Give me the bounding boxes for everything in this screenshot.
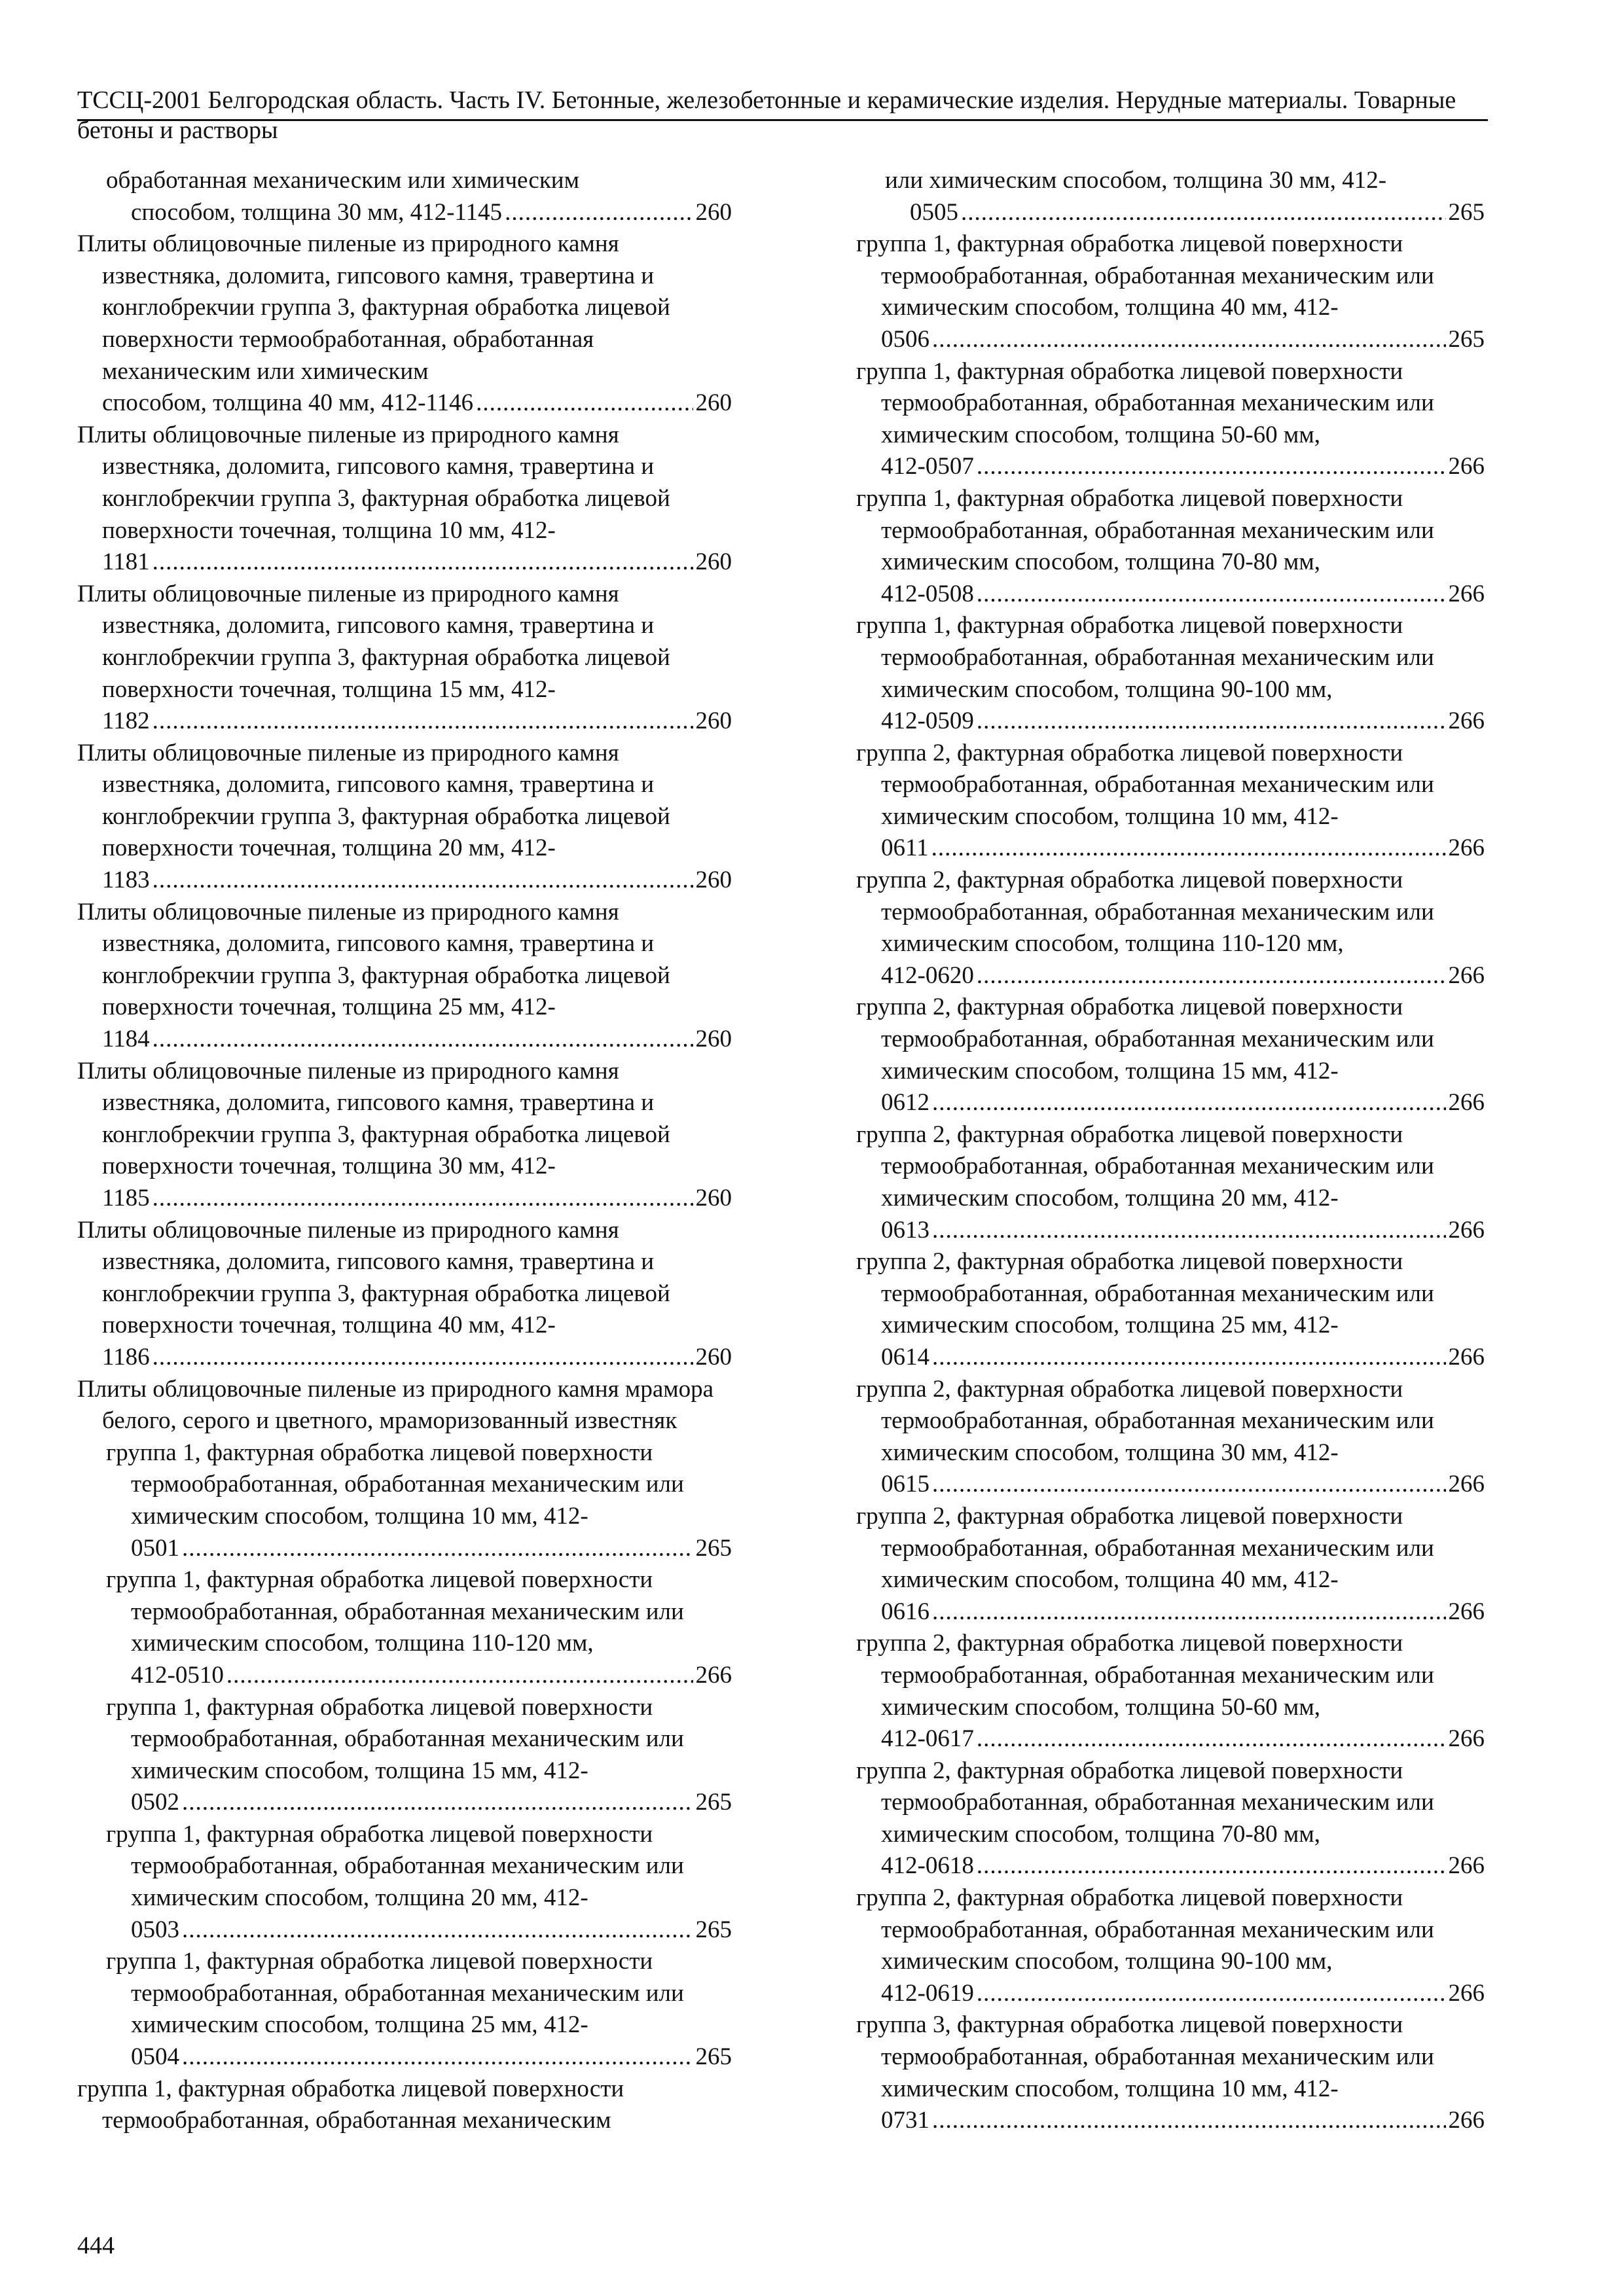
index-entry-text: Плиты облицовочные пиленые из природного камня известняка, доломита, гипсового камня, травертина и конглобрекчии группа 3, фактурная обработка лицевой поверхности точечная, толщина 40 мм, 412- bbox=[77, 1216, 670, 1339]
index-entry-tail-row bbox=[102, 1024, 732, 1056]
index-entry-tail-row bbox=[881, 833, 1485, 865]
index-entry-code: способом, толщина 30 мм, 412-1145 bbox=[131, 198, 503, 226]
index-entry-tail-row bbox=[131, 197, 732, 229]
index-entry bbox=[77, 897, 732, 1056]
index-entry-tail-row bbox=[102, 387, 732, 420]
index-entry-text: Плиты облицовочные пиленые из природного камня известняка, доломита, гипсового камня, травертина и конглобрекчии группа 3, фактурная обработка лицевой поверхности точечная, толщина 25 мм, 412- bbox=[77, 898, 670, 1021]
index-entry-text: Плиты облицовочные пиленые из природного камня известняка, доломита, гипсового камня, травертина и конглобрекчии группа 3, фактурная обработка лицевой поверхности точечная, толщина 10 мм, 412- bbox=[77, 421, 670, 544]
index-entry bbox=[77, 1215, 732, 1374]
index-entry bbox=[77, 1564, 732, 1691]
index-entry-page: 265 bbox=[695, 1916, 732, 1943]
index-entry-code: 0503 bbox=[131, 1916, 179, 1943]
index-entry-code: 412-0618 bbox=[881, 1852, 974, 1880]
index-entry-code: 1181 bbox=[102, 548, 150, 576]
index-entry-code: 412-0620 bbox=[881, 961, 974, 989]
index-entry-page: 265 bbox=[695, 2043, 732, 2071]
index-entry-code: 0612 bbox=[881, 1089, 929, 1117]
index-entry-code: 412-0617 bbox=[881, 1725, 974, 1753]
index-entry-page: 260 bbox=[695, 1026, 732, 1053]
index-entry-code: 412-0507 bbox=[881, 453, 974, 480]
page-header-title: ТССЦ-2001 Белгородская область. Часть IV. Бетонные, железобетонные и керамические изделия. Нерудные материалы. Товарные бетоны и растворы bbox=[77, 86, 1456, 144]
dot-leader bbox=[932, 1215, 1446, 1247]
dot-leader bbox=[182, 1787, 693, 1819]
dot-leader bbox=[932, 324, 1446, 356]
index-entry bbox=[856, 738, 1485, 865]
index-entry-text: группа 2, фактурная обработка лицевой поверхности термообработанная, обработанная механическим или химическим способом, толщина 20 мм, 412- bbox=[856, 1121, 1434, 1211]
index-entry-tail-row bbox=[131, 1787, 732, 1819]
index-entry-tail-row bbox=[131, 1533, 732, 1565]
index-entry-tail-row bbox=[881, 1596, 1485, 1628]
index-entry-page: 266 bbox=[1448, 453, 1485, 480]
index-entry-code: 412-0509 bbox=[881, 708, 974, 735]
index-entry-page: 260 bbox=[695, 389, 732, 417]
index-entry-page: 260 bbox=[695, 548, 732, 576]
dot-leader bbox=[977, 451, 1446, 483]
index-entry-page: 260 bbox=[695, 1343, 732, 1371]
index-entry-tail-row bbox=[881, 579, 1485, 611]
index-entry bbox=[856, 483, 1485, 610]
index-entry-text: Плиты облицовочные пиленые из природного камня мрамора белого, серого и цветного, мраморизованный известняк bbox=[77, 1375, 714, 1435]
index-entry bbox=[77, 1374, 732, 1437]
index-entry-text: группа 1, фактурная обработка лицевой поверхности термообработанная, обработанная механическим или химическим способом, толщина 70-80 мм, bbox=[856, 484, 1434, 576]
index-entry-code: 412-0508 bbox=[881, 580, 974, 607]
index-entry-text: обработанная механическим или химическим bbox=[106, 167, 580, 194]
index-entry-text: группа 1, фактурная обработка лицевой поверхности термообработанная, обработанная механическим или химическим способом, толщина 40 мм, 412- bbox=[856, 230, 1434, 321]
index-entry bbox=[77, 165, 732, 228]
index-entry bbox=[77, 579, 732, 738]
index-entry-code: 0613 bbox=[881, 1216, 929, 1244]
dot-leader bbox=[476, 387, 693, 420]
index-entry-page: 266 bbox=[1448, 708, 1485, 735]
index-entry-code: 0505 bbox=[910, 198, 958, 226]
index-entry-text: группа 1, фактурная обработка лицевой поверхности термообработанная, обработанная механическим или химическим способом, толщина 25 мм, 412- bbox=[106, 1948, 684, 2039]
index-entry-tail-row bbox=[881, 960, 1485, 992]
index-entry-text: группа 3, фактурная обработка лицевой поверхности термообработанная, обработанная механическим или химическим способом, толщина 10 мм, 412- bbox=[856, 2011, 1434, 2102]
dot-leader bbox=[961, 197, 1446, 229]
index-entry-text: группа 1, фактурная обработка лицевой поверхности термообработанная, обработанная механическим или химическим способом, толщина 50-60 мм, bbox=[856, 357, 1434, 448]
dot-leader bbox=[153, 1342, 693, 1374]
index-entry-code: способом, толщина 40 мм, 412-1146 bbox=[102, 389, 474, 417]
index-entry-text: группа 2, фактурная обработка лицевой поверхности термообработанная, обработанная механическим или химическим способом, толщина 15 мм, 412- bbox=[856, 994, 1434, 1085]
index-entry-page: 266 bbox=[1448, 1343, 1485, 1371]
index-entry bbox=[856, 610, 1485, 737]
index-entry-page: 265 bbox=[695, 1789, 732, 1816]
dot-leader bbox=[226, 1660, 693, 1692]
index-entry-page: 266 bbox=[1448, 1725, 1485, 1753]
index-entry-page: 266 bbox=[1448, 1089, 1485, 1117]
index-entry-tail-row bbox=[910, 197, 1485, 229]
index-entry-tail-row bbox=[102, 1183, 732, 1215]
index-entry bbox=[856, 1628, 1485, 1755]
index-entry-text: группа 1, фактурная обработка лицевой поверхности термообработанная, обработанная механическим или химическим способом, толщина 110-120 мм, bbox=[106, 1566, 684, 1657]
dot-leader bbox=[153, 865, 693, 897]
index-entry-page: 265 bbox=[695, 1534, 732, 1562]
index-entry-text: группа 2, фактурная обработка лицевой поверхности термообработанная, обработанная механическим или химическим способом, толщина 25 мм, 412- bbox=[856, 1248, 1434, 1339]
dot-leader bbox=[932, 2105, 1446, 2137]
dot-leader bbox=[977, 1850, 1446, 1882]
dot-leader bbox=[977, 579, 1446, 611]
index-entry-page: 265 bbox=[1448, 325, 1485, 353]
index-entry-tail-row bbox=[881, 1850, 1485, 1882]
dot-leader bbox=[505, 197, 693, 229]
index-entry-code: 1184 bbox=[102, 1026, 150, 1053]
index-entry-code: 1182 bbox=[102, 708, 150, 735]
dot-leader bbox=[153, 706, 693, 738]
index-entry-page: 266 bbox=[1448, 961, 1485, 989]
index-entry-code: 0504 bbox=[131, 2043, 179, 2071]
index-entry-page: 266 bbox=[1448, 1852, 1485, 1880]
index-entry bbox=[77, 1692, 732, 1819]
index-entry bbox=[77, 228, 732, 420]
dot-leader bbox=[977, 960, 1446, 992]
index-entry-tail-row bbox=[881, 1087, 1485, 1119]
dot-leader bbox=[932, 1469, 1446, 1501]
dot-leader bbox=[977, 1723, 1446, 1755]
index-entry-tail-row bbox=[131, 1660, 732, 1692]
dot-leader bbox=[932, 1087, 1446, 1119]
header-divider bbox=[77, 119, 1488, 121]
index-entry-tail-row bbox=[881, 1469, 1485, 1501]
index-entry-page: 266 bbox=[1448, 1471, 1485, 1498]
index-entry-tail-row bbox=[881, 451, 1485, 483]
index-entry bbox=[77, 2073, 732, 2137]
index-entry-text: группа 1, фактурная обработка лицевой поверхности термообработанная, обработанная механическим или химическим способом, толщина 15 мм, 412- bbox=[106, 1693, 684, 1784]
index-entry-text: Плиты облицовочные пиленые из природного камня известняка, доломита, гипсового камня, травертина и конглобрекчии группа 3, фактурная обработка лицевой поверхности точечная, толщина 20 мм, 412- bbox=[77, 739, 670, 862]
index-entry-page: 260 bbox=[695, 708, 732, 735]
index-entry bbox=[77, 1056, 732, 1215]
index-entry-code: 0616 bbox=[881, 1598, 929, 1625]
index-entry-tail-row bbox=[881, 1342, 1485, 1374]
index-entry-page: 265 bbox=[1448, 198, 1485, 226]
index-entry-text: группа 2, фактурная обработка лицевой поверхности термообработанная, обработанная механическим или химическим способом, толщина 90-100 мм, bbox=[856, 1884, 1434, 1975]
index-entry-code: 0502 bbox=[131, 1789, 179, 1816]
index-entry bbox=[77, 420, 732, 579]
index-entry-tail-row bbox=[881, 1978, 1485, 2010]
index-entry bbox=[856, 228, 1485, 355]
index-entry bbox=[77, 1946, 732, 2073]
index-entry-text: группа 1, фактурная обработка лицевой поверхности термообработанная, обработанная механическим или химическим способом, толщина 10 мм, 412- bbox=[106, 1439, 684, 1530]
index-entry-tail-row bbox=[881, 1723, 1485, 1755]
index-entry-tail-row bbox=[131, 2041, 732, 2073]
index-entry bbox=[77, 1437, 732, 1564]
dot-leader bbox=[182, 2041, 693, 2073]
index-entry-text: группа 2, фактурная обработка лицевой поверхности термообработанная, обработанная механическим или химическим способом, толщина 30 мм, 412- bbox=[856, 1375, 1434, 1466]
index-entry bbox=[856, 1246, 1485, 1373]
index-entry-code: 412-0510 bbox=[131, 1661, 224, 1689]
index-entry-page: 266 bbox=[1448, 1216, 1485, 1244]
index-column-left bbox=[77, 165, 732, 2137]
index-entry-page: 260 bbox=[695, 867, 732, 894]
dot-leader bbox=[932, 1596, 1446, 1628]
index-entry-code: 0611 bbox=[881, 834, 929, 862]
index-entry-code: 0615 bbox=[881, 1471, 929, 1498]
index-entry-code: 1186 bbox=[102, 1343, 150, 1371]
index-entry bbox=[856, 356, 1485, 483]
index-entry-tail-row bbox=[881, 706, 1485, 738]
index-entry-code: 1183 bbox=[102, 867, 150, 894]
index-entry-text: Плиты облицовочные пиленые из природного камня известняка, доломита, гипсового камня, травертина и конглобрекчии группа 3, фактурная обработка лицевой поверхности точечная, толщина 15 мм, 412- bbox=[77, 580, 670, 703]
index-entry-text: группа 1, фактурная обработка лицевой поверхности термообработанная, обработанная механическим или химическим способом, толщина 20 мм, 412- bbox=[106, 1820, 684, 1912]
index-entry-text: Плиты облицовочные пиленые из природного камня известняка, доломита, гипсового камня, травертина и конглобрекчии группа 3, фактурная обработка лицевой поверхности термообработанная, обработанная механическим или химическим bbox=[77, 230, 670, 385]
index-entry-page: 266 bbox=[1448, 834, 1485, 862]
index-entry-text: группа 2, фактурная обработка лицевой поверхности термообработанная, обработанная механическим или химическим способом, толщина 10 мм, 412- bbox=[856, 739, 1434, 830]
page-number: 444 bbox=[77, 2232, 115, 2259]
index-entry-page: 266 bbox=[1448, 1598, 1485, 1625]
index-entry-page: 260 bbox=[695, 1185, 732, 1211]
index-entry bbox=[856, 1374, 1485, 1501]
index-entry-page: 266 bbox=[1448, 1979, 1485, 2007]
index-entry bbox=[856, 165, 1485, 228]
index-entry bbox=[856, 865, 1485, 992]
index-entry bbox=[77, 1819, 732, 1946]
index-entry-tail-row bbox=[102, 1342, 732, 1374]
index-entry-text: или химическим способом, толщина 30 мм, 412- bbox=[885, 167, 1387, 194]
index-entry-text: группа 2, фактурная обработка лицевой поверхности термообработанная, обработанная механическим или химическим способом, толщина 70-80 мм, bbox=[856, 1757, 1434, 1848]
index-entry-code: 0506 bbox=[881, 325, 929, 353]
index-entry-page: 266 bbox=[1448, 2107, 1485, 2134]
index-entry bbox=[77, 738, 732, 897]
index-entry-text: группа 2, фактурная обработка лицевой поверхности термообработанная, обработанная механическим или химическим способом, толщина 40 мм, 412- bbox=[856, 1502, 1434, 1594]
index-entry-text: Плиты облицовочные пиленые из природного камня известняка, доломита, гипсового камня, травертина и конглобрекчии группа 3, фактурная обработка лицевой поверхности точечная, толщина 30 мм, 412- bbox=[77, 1057, 670, 1180]
dot-leader bbox=[153, 547, 693, 579]
dot-leader bbox=[977, 706, 1446, 738]
dot-leader bbox=[153, 1183, 693, 1215]
index-entry-code: 1185 bbox=[102, 1185, 150, 1211]
index-entry-tail-row bbox=[881, 324, 1485, 356]
index-entry-text: группа 1, фактурная обработка лицевой поверхности термообработанная, обработанная механическим bbox=[77, 2075, 624, 2134]
index-entry-code: 0501 bbox=[131, 1534, 179, 1562]
dot-leader bbox=[182, 1914, 693, 1946]
index-entry-text: группа 1, фактурная обработка лицевой поверхности термообработанная, обработанная механическим или химическим способом, толщина 90-100 мм, bbox=[856, 612, 1434, 703]
dot-leader bbox=[182, 1533, 693, 1565]
index-entry-tail-row bbox=[881, 1215, 1485, 1247]
index-entry-text: группа 2, фактурная обработка лицевой поверхности термообработанная, обработанная механическим или химическим способом, толщина 110-120 мм, bbox=[856, 867, 1434, 958]
dot-leader bbox=[977, 1978, 1446, 2010]
index-entry bbox=[856, 1755, 1485, 1882]
dot-leader bbox=[932, 1342, 1446, 1374]
index-entry-tail-row bbox=[881, 2105, 1485, 2137]
index-entry-page: 260 bbox=[695, 198, 732, 226]
index-entry-code: 412-0619 bbox=[881, 1979, 974, 2007]
dot-leader bbox=[153, 1024, 693, 1056]
index-entry-code: 0614 bbox=[881, 1343, 929, 1371]
index-entry bbox=[856, 992, 1485, 1119]
index-entry-tail-row bbox=[131, 1914, 732, 1946]
index-entry-tail-row bbox=[102, 547, 732, 579]
dot-leader bbox=[931, 833, 1446, 865]
index-entry bbox=[856, 2009, 1485, 2136]
index-entry-page: 266 bbox=[695, 1661, 732, 1689]
index-entry-tail-row bbox=[102, 865, 732, 897]
index-entry-page: 266 bbox=[1448, 580, 1485, 607]
index-entry bbox=[856, 1882, 1485, 2009]
index-entry-code: 0731 bbox=[881, 2107, 929, 2134]
index-column-right bbox=[856, 165, 1485, 2137]
index-entry bbox=[856, 1501, 1485, 1628]
index-entry-text: группа 2, фактурная обработка лицевой поверхности термообработанная, обработанная механическим или химическим способом, толщина 50-60 мм, bbox=[856, 1630, 1434, 1721]
index-entry-tail-row bbox=[102, 706, 732, 738]
index-entry bbox=[856, 1119, 1485, 1246]
